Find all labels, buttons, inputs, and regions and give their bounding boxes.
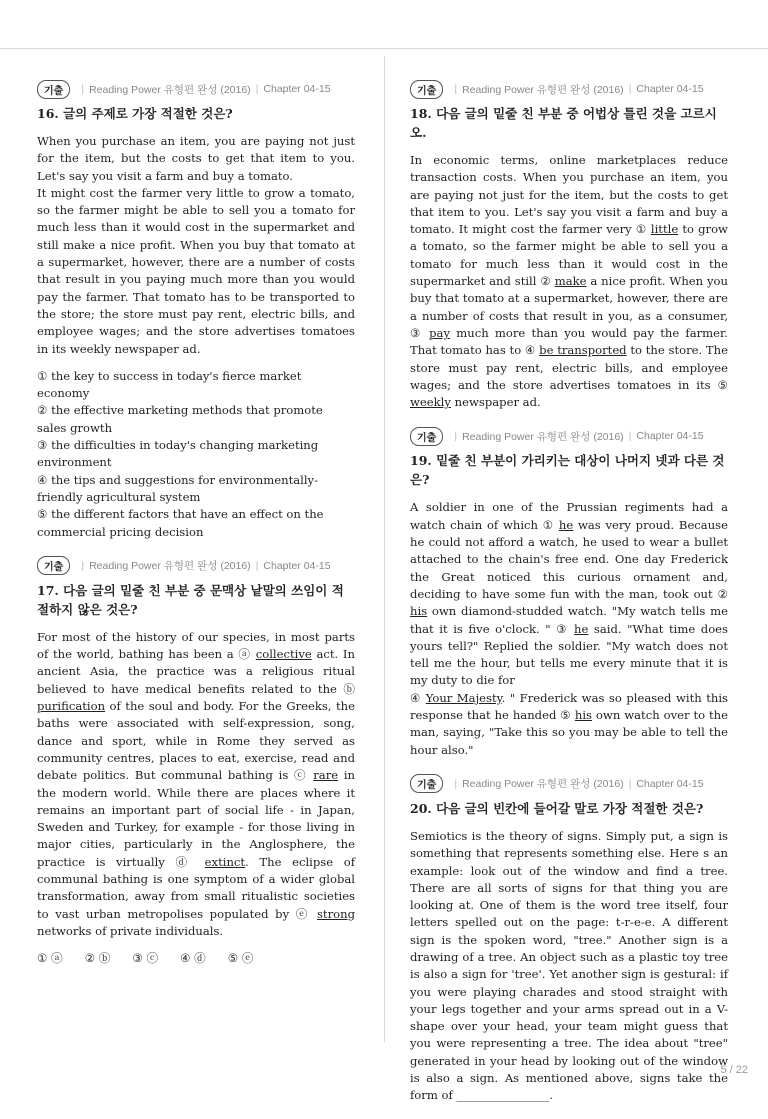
source-title: Reading Power 유형편 완성 (2016)	[89, 83, 251, 96]
source-title: Reading Power 유형편 완성 (2016)	[462, 83, 624, 96]
passage-text: of the soul and body. For the Greeks, the baths were associated with self-expression, song, dance and sport, while in Rome they served as community centres, places to eat, exercise, read and debate politics. But communal bathing is ⓒ	[37, 699, 355, 783]
underlined-word-3: pay	[429, 325, 451, 340]
left-column	[37, 78, 355, 980]
exam-tag: 기출	[410, 80, 443, 99]
page-number: 5 / 22	[720, 1064, 748, 1076]
underlined-word-1: little	[650, 222, 679, 237]
underlined-word-2: make	[554, 274, 587, 289]
source-chapter: Chapter 04-15	[263, 559, 331, 572]
choice-1[interactable]: ① ⓐ	[37, 951, 63, 966]
source-title: Reading Power 유형편 완성 (2016)	[89, 560, 251, 573]
right-column	[410, 78, 728, 1119]
question-passage	[37, 629, 355, 940]
passage-text: to the store. The store must pay rent, electric bills, and employee wages; and the store advertises tomatoes in its ⑤	[410, 343, 728, 392]
question-title: 18. 다음 글의 밑줄 친 부분 중 어법상 틀린 것을 고르시오.	[410, 106, 717, 140]
question-title: 20. 다음 글의 빈칸에 들어갈 말로 가장 적절한 것은?	[410, 800, 704, 816]
passage-text: was very proud. Because he could not afford a watch, he used to wear a bullet attached to the chain's free end. One day Frederick the Great noticed this curious ornament and, deciding to have some fun with the man, took out ②	[410, 517, 728, 601]
underlined-word-5: weekly	[410, 395, 451, 410]
question-source: 기출 | Reading Power 유형편 완성 (2016) | Chapter 04-15	[410, 78, 728, 100]
underlined-word-5: his	[574, 708, 592, 723]
passage-text: much more than you would pay the farmer. That tomato has to ④	[410, 325, 728, 358]
source-chapter: Chapter 04-15	[636, 430, 704, 443]
header-rule	[0, 48, 768, 49]
underlined-word-1: he	[558, 517, 574, 532]
underlined-word-3: he	[574, 621, 589, 636]
option-1[interactable]: ① the key to success in today's fierce market economy	[37, 368, 302, 401]
question-18	[410, 78, 728, 411]
passage-text: act. In ancient Asia, the practice was a religious ritual believed to have medical benefits related to the ⓑ	[37, 647, 355, 696]
choice-2[interactable]: ② ⓑ	[84, 951, 111, 966]
option-3[interactable]: ③ the difficulties in today's changing marketing environment	[37, 438, 319, 470]
option-2[interactable]: ② the effective marketing methods that promote sales growth	[37, 403, 323, 435]
source-chapter: Chapter 04-15	[636, 777, 704, 790]
question-17	[37, 555, 355, 966]
passage-text: newspaper ad.	[450, 395, 541, 410]
source-title: Reading Power 유형편 완성 (2016)	[462, 430, 624, 443]
choice-5[interactable]: ⑤ ⓔ	[227, 951, 254, 966]
column-divider	[384, 56, 385, 1042]
question-source: 기출 | Reading Power 유형편 완성 (2016) | Chapter 04-15	[37, 555, 355, 577]
exam-tag: 기출	[37, 556, 70, 575]
underlined-word-2: his	[410, 604, 428, 619]
option-5[interactable]: ⑤ the different factors that have an effect on the commercial pricing decision	[37, 507, 324, 539]
question-20	[410, 773, 728, 1105]
question-source: 기출 | Reading Power 유형편 완성 (2016) | Chapter 04-15	[410, 773, 728, 795]
passage-text: own watch over to the man, saying, "Take this so you may be able to tell the hour also."	[410, 708, 729, 757]
question-passage: When you purchase an item, you are paying not just for the item, but the costs to get that item to you. Let's say you visit a farm and buy a tomato. It might cost the farmer very little to grow a tomato, so the farmer might be able to sell you a tomato for much less than it would cost in the supermarket and still make a nice profit. When you buy that tomato at a supermarket, however, there are a number of costs that result in you paying much more than you would pay the farmer. That tomato has to be transported to the store; the store must pay rent, electric bills, and employee wages; and the store advertises tomatoes in its weekly newspaper ad.	[37, 134, 355, 356]
answer-options	[37, 368, 355, 541]
underlined-word-d: extinct	[204, 854, 246, 869]
question-source: 기출 | Reading Power 유형편 완성 (2016) | Chapter 04-15	[37, 78, 355, 100]
question-passage	[410, 499, 728, 758]
passage-text: A soldier in one of the Prussian regiments had a watch chain of which ①	[410, 500, 728, 532]
passage-text: networks of private individuals.	[37, 923, 224, 938]
question-19	[410, 425, 728, 758]
source-chapter: Chapter 04-15	[636, 83, 704, 95]
passage-text: . " Frederick was so pleased with this response that he handed ⑤	[410, 690, 728, 723]
choice-4[interactable]: ④ ⓓ	[180, 951, 206, 966]
question-title: 16. 글의 주제로 가장 적절한 것은?	[37, 106, 233, 121]
passage-text: . The eclipse of communal bathing is one symptom of a wider global transformation, away from small ritualistic societies to vast urban metropolises populated by ⓔ	[37, 854, 356, 921]
question-16	[37, 78, 355, 541]
passage-text: own diamond-studded watch. "My watch tells me that it is five o'clock. " ③	[410, 604, 728, 636]
passage-text: a nice profit. When you buy that tomato at a supermarket, however, there are a number of costs that result in you, as a consumer, ③	[410, 274, 728, 340]
option-4[interactable]: ④ the tips and suggestions for environmentally-friendly agricultural system	[37, 472, 319, 504]
passage-text: to grow a tomato, so the farmer might be able to sell you a tomato for much less than it would cost in the supermarket and still ②	[410, 222, 728, 289]
exam-tag: 기출	[410, 427, 443, 446]
source-title: Reading Power 유형편 완성 (2016)	[462, 778, 624, 791]
passage-text: said. "What time does yours tell?" Replied the soldier. "My watch does not tell me the hour, but tells me every minute that it is my duty to die for ④	[410, 621, 728, 705]
question-title: 17. 다음 글의 밑줄 친 부분 중 문맥상 낱말의 쓰임이 적절하지 않은 것은?	[37, 582, 344, 617]
passage-text: For most of the history of our species, in most parts of the world, bathing has been a ⓐ	[37, 629, 355, 662]
question-source: 기출 | Reading Power 유형편 완성 (2016) | Chapter 04-15	[410, 425, 728, 447]
question-passage	[410, 152, 728, 411]
exam-tag: 기출	[410, 774, 443, 793]
underlined-word-4: be transported	[539, 343, 627, 358]
underlined-word-c: rare	[313, 768, 339, 783]
exam-tag: 기출	[37, 80, 70, 99]
passage-text: In economic terms, online marketplaces reduce transaction costs. When you purchase an item, you are paying not just for the item, but the costs to get that item to you. Let's say you visit a farm and buy a tomato. It might cost the farmer very ①	[410, 153, 728, 237]
passage-text: in the modern world. While there are places where it remains an important part of social life - in Japan, Sweden and Turkey, for example - for those living in major cities, particularly in the Anglosphere, the practice is virtually ⓓ	[37, 768, 355, 869]
underlined-word-e: strong	[316, 906, 355, 921]
source-chapter: Chapter 04-15	[263, 83, 331, 95]
question-title: 19. 밑줄 친 부분이 가리키는 대상이 나머지 넷과 다른 것은?	[410, 453, 725, 488]
choice-3[interactable]: ③ ⓒ	[132, 951, 159, 966]
underlined-word-4: Your Majesty	[425, 690, 502, 705]
question-passage: Semiotics is the theory of signs. Simply put, a sign is something that represents something else. Here s an example: look out of the window and find a tree. There are all sorts of signs for that thing you are looking at. One of them is the word tree itself, four letters spelled out on the page: t-r-e-e. A different sign is the spoken word, "tree." Another sign is a drawing of a tree. An object such as a plastic toy tree is also a sign for 'tree'. Yet another sign is gestural: if you were playing charades and stood straight with your legs together and your arms spread out in a V-shape over your head, your team might guess that you were representing a tree. The idea about "tree" generated in your head by looking out of the window is also a sign. As mentioned above, signs take the form of ________________.	[410, 828, 728, 1103]
underlined-word-a: collective	[255, 647, 312, 662]
answer-choices	[37, 950, 355, 966]
underlined-word-b: purification	[37, 699, 106, 714]
